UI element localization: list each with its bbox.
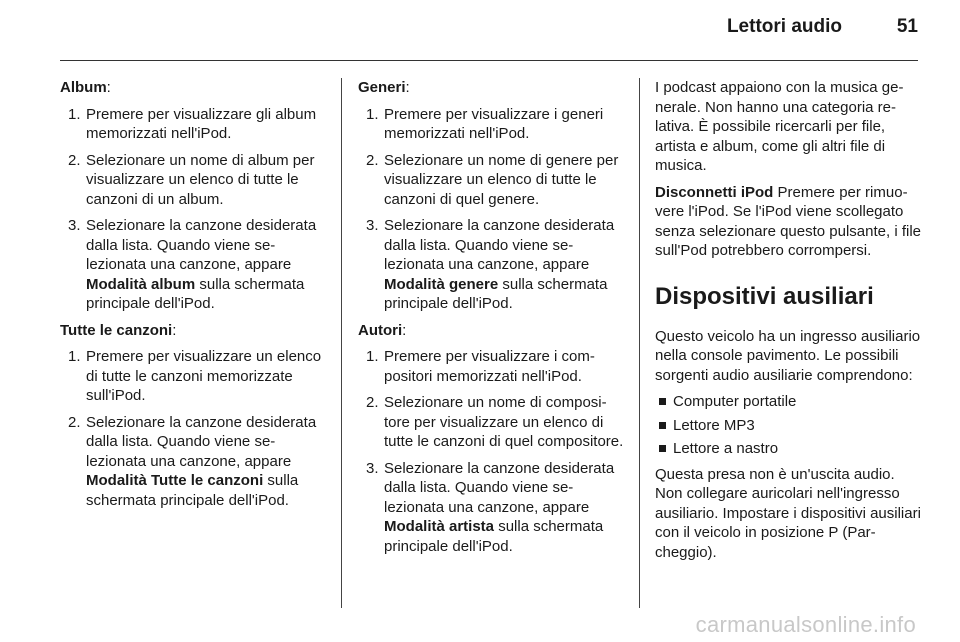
column-1 <box>60 78 328 517</box>
column-divider <box>341 78 342 608</box>
column-2 <box>358 78 624 563</box>
podcast-paragraph: I podcast appaiono con la musica generale. Non hanno una categoria relativa. È possibile ricercarli per file, artista e album, come gli altri file di musica. <box>655 79 904 174</box>
album-heading: Album: <box>60 79 111 96</box>
page-header <box>0 0 960 60</box>
list-item: 2. Selezionare un nome di album per visualizzare un elenco di tutte le canzoni di un album. <box>68 151 315 208</box>
authors-heading: Autori: <box>358 321 407 339</box>
header-rule <box>60 60 918 61</box>
list-item: 3. Selezionare la canzone desiderata dalla lista. Quando viene selezionata una canzone, appare Modalità genere sulla schermata principale dell'iPod. <box>366 217 615 312</box>
list-item: 2. Selezionare la canzone desiderata dalla lista. Quando viene selezionata una canzone, appare Modalità Tutte le canzoni sulla schermata principale dell'iPod. <box>68 413 317 509</box>
genres-heading: Generi: <box>358 79 410 96</box>
list-item: 1. Premere per visualizzare gli album memorizzati nell'iPod. <box>68 105 317 142</box>
bullet-square-icon <box>659 398 666 405</box>
list-item: 3. Selezionare la canzone desiderata dalla lista. Quando viene selezionata una canzone, appare Modalità album sulla schermata principale dell'iPod. <box>68 217 317 312</box>
songs-steps <box>60 347 328 510</box>
aux-sources-list <box>655 392 921 459</box>
list-item: 1. Premere per visualizzare i compositori memorizzati nell'iPod. <box>366 348 595 385</box>
aux-closing: Questa presa non è un'uscita audio. Non collegare auricolari nell'ingresso ausiliario. Impostare i dispositivi ausiliari con il veicolo in posizione P (Parcheggio). <box>655 465 921 561</box>
album-steps <box>60 105 328 314</box>
list-item: Lettore MP3 <box>655 416 921 436</box>
column-divider <box>639 78 640 608</box>
songs-heading: Tutte le canzoni: <box>60 321 177 339</box>
page-number: 51 <box>896 16 918 37</box>
genres-steps <box>358 105 624 314</box>
list-item: 3. Selezionare la canzone desiderata dalla lista. Quando viene selezionata una canzone, appare Modalità artista sulla schermata principale dell'iPod. <box>366 459 615 555</box>
list-item: 2. Selezionare un nome di compositore per visualizzare un elenco di tutte le canzoni di quel compositore. <box>366 394 624 450</box>
authors-steps <box>358 347 624 556</box>
list-item: Computer portatile <box>655 392 921 412</box>
list-item: 1. Premere per visualizzare un elenco di tutte le canzoni memorizzate sull'iPod. <box>68 348 322 404</box>
column-3 <box>655 78 921 569</box>
list-item: 1. Premere per visualizzare i generi memorizzati nell'iPod. <box>366 105 604 142</box>
list-item: 2. Selezionare un nome di genere per visualizzare un elenco di tutte le canzoni di quel genere. <box>366 151 619 208</box>
header-title: Lettori audio <box>726 16 842 37</box>
bullet-square-icon <box>659 445 666 452</box>
section-title: Dispositivi ausiliari <box>655 282 874 310</box>
aux-intro: Questo veicolo ha un ingresso ausiliario nella console pavimento. Le possibili sorgenti audio ausiliarie comprendono: <box>655 327 921 384</box>
watermark: carmanualsonline.info <box>695 612 916 637</box>
disconnect-paragraph: Disconnetti iPod Premere per rimuovere l'iPod. Se l'iPod viene scollegato senza selezionare questo pulsante, i file sull'Pod potrebbero corrompersi. <box>655 183 922 259</box>
list-item: Lettore a nastro <box>655 439 921 459</box>
bullet-square-icon <box>659 422 666 429</box>
